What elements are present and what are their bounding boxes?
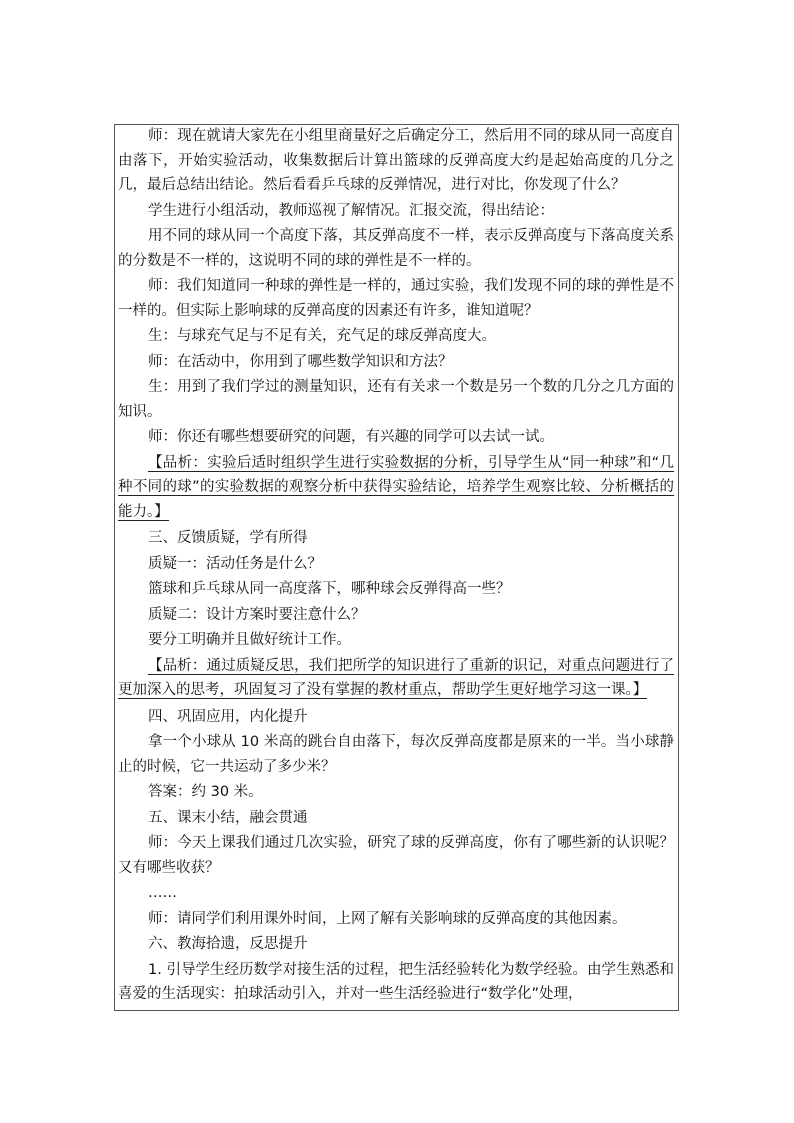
paragraph: 拿一个小球从 10 米高的跳台自由落下，每次反弹高度都是原来的一半。当小球静止的时候，它一共运动了多少米？: [118, 734, 674, 775]
document-body: [118, 124, 674, 1008]
paragraph: 要分工明确并且做好统计工作。: [148, 632, 351, 648]
paragraph: 师：请同学们利用课外时间，上网了解有关影响球的反弹高度的其他因素。: [148, 910, 627, 927]
section-heading: 三、反馈质疑，学有所得: [148, 530, 308, 546]
paragraph: 生：用到了我们学过的测量知识，还有有关求一个数是另一个数的几分之几方面的知识。: [118, 379, 674, 420]
paragraph: 质疑二：设计方案时要注意什么？: [148, 606, 366, 623]
section-heading: 四、巩固应用，内化提升: [148, 708, 308, 725]
paragraph: 篮球和乒乓球从同一高度落下，哪种球会反弹得高一些？: [148, 581, 511, 597]
paragraph: 用不同的球从同一个高度下落，其反弹高度不一样，表示反弹高度与下落高度关系的分数是不一样的，这说明不同的球的弹性是不一样的。: [118, 228, 674, 269]
paragraph: 质疑一：活动任务是什么？: [148, 555, 322, 572]
analysis-note-text: 【品析：通过质疑反思，我们把所学的知识进行了重新的识记，对重点问题进行了更加深入的思考，巩固复习了没有掌握的教材重点，帮助学生更好地学习这一课。】: [118, 657, 674, 698]
paragraph: 生：与球充气足与不足有关，充气足的球反弹高度大。: [148, 328, 496, 344]
paragraph: 师：在活动中，你用到了哪些数学知识和方法？: [148, 353, 453, 370]
paragraph: 师：我们知道同一种球的弹性是一样的，通过实验，我们发现不同的球的弹性是不一样的。但实际上影响球的反弹高度的因素还有许多，谁知道呢？: [118, 278, 674, 319]
paragraph: 师：你还有哪些想要研究的问题，有兴趣的同学可以去试一试。: [148, 429, 554, 445]
paragraph: 答案：约 30 米。: [148, 784, 263, 800]
analysis-note-1: [118, 451, 674, 525]
paragraph: 师：今天上课我们通过几次实验，研究了球的反弹高度，你有了哪些新的认识呢？又有哪些收获？: [118, 835, 674, 876]
paragraph: 1. 引导学生经历数学对接生活的过程，把生活经验转化为数学经验。由学生熟悉和喜爱的生活现实：拍球活动引入，并对一些生活经验进行“数学化”处理，: [118, 961, 674, 1002]
section-heading: 六、教海拾遗，反思提升: [148, 936, 308, 952]
section-heading: 五、课末小结，融会贯通: [148, 809, 308, 826]
paragraph: 学生进行小组活动，教师巡视了解情况。汇报交流，得出结论：: [148, 202, 554, 219]
analysis-note-text: 【品析：实验后适时组织学生进行实验数据的分析，引导学生从“同一种球”和“几种不同的球”的实验数据的观察分析中获得实验结论，培养学生观察比较、分析概括的能力。】: [118, 454, 674, 520]
paragraph: ……: [148, 885, 177, 901]
paragraph: 师：现在就请大家先在小组里商量好之后确定分工，然后用不同的球从同一高度自由落下，开始实验活动，收集数据后计算出篮球的反弹高度大约是起始高度的几分之几，最后总结出结论。然后看看乒乓球的反弹情况，进行对比，你发现了什么？: [118, 128, 674, 193]
analysis-note-2: [118, 654, 674, 703]
